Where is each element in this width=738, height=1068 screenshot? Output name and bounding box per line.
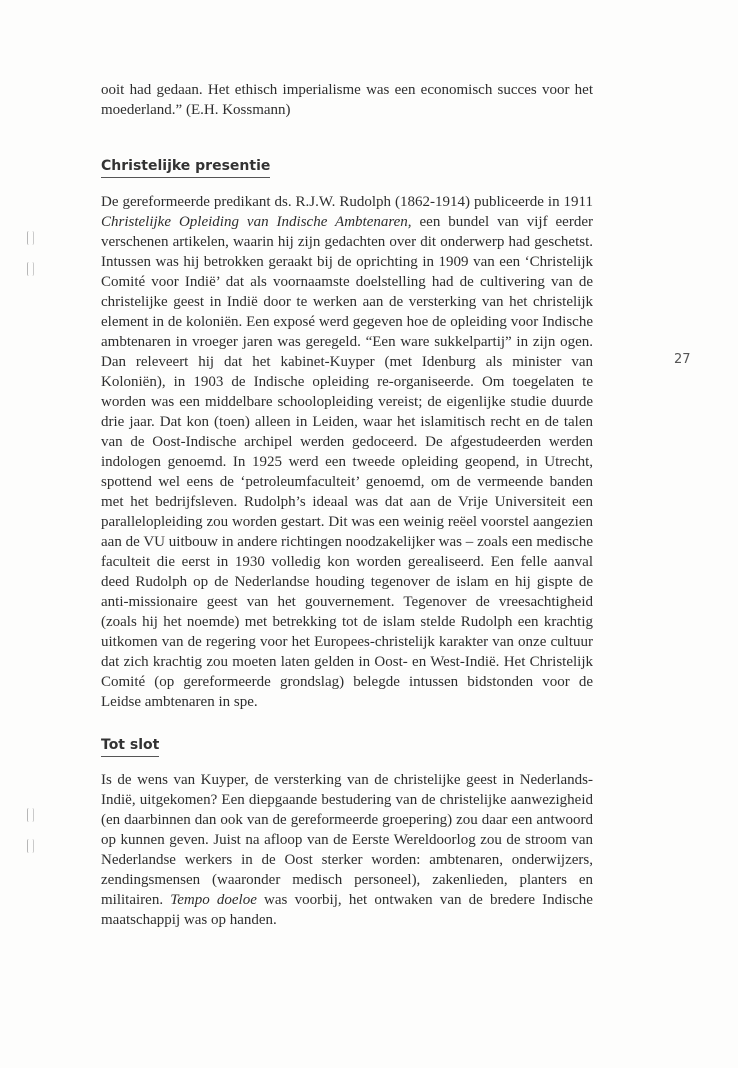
intro-paragraph [101,80,593,120]
text-run: een bundel van vijf eerder verschenen artikelen, waarin hij zijn gedachten over dit onderwerp had geschetst. Intussen was hij betrokken geraakt bij de oprichting in 1909 van een ‘Christelijk Comité voor Indië’ dat als voornaamste doelstelling had de cultivering van de christelijke geest in Indië door te werken aan de versterking van het christelijk element in de koloniën. Een exposé werd gegeven hoe de opleiding voor Indische ambtenaren in vroeger jaren was geregeld. “Een ware sukkelpartij” in zijn ogen. Dan releveert hij dat het kabinet-Kuyper (met Idenburg als minister van Koloniën), in 1903 de Indische opleiding re-organiseerde. Om toegelaten te worden was een middelbare schoolopleiding vereist; de eigenlijke studie duurde drie jaar. Dat kon (toen) alleen in Leiden, waar het islamitisch recht en de talen van de Oost-Indische archipel werden gedoceerd. De afgestudeerden werden indologen genoemd. In 1925 werd een tweede opleiding geopend, in Utrecht, spottend wel eens de ‘petroleumfaculteit’ genoemd, om de vermeende banden met het bedrijfsleven. Rudolph’s ideaal was dat aan de Vrije Universiteit een parallelopleiding zou worden gestart. Dit was een weinig reëel voorstel aangezien aan de VU uitbouw in andere richtingen noodzakelijker was – zoals een medische faculteit die eerst in 1930 volledig kon worden gerealiseerd. Een felle aanval deed Rudolph op de Nederlandse houding tegenover de islam en hij gispte de anti-missionaire geest van het gouvernement. Tegenover de vreesachtigheid (zoals hij het noemde) met betrekking tot de islam stelde Rudolph een krachtig uitkomen van de regering voor het Europees-christelijk karakter van onze cultuur dat zich krachtig zou moeten laten gelden in Oost- en West-Indië. Het Christelijk Comité (op gereformeerde grondslag) belegde intussen bidstonden voor de Leidse ambtenaren in spe. [101,214,593,710]
binding-hole-mark [27,839,34,853]
section-paragraph-christelijke-presentie [101,192,593,712]
text-run: was voorbij, het ontwaken van de bredere Indische maatschappij was op handen. [101,892,593,928]
tempo-doeloe-italic: Tempo doeloe [170,892,257,908]
text-run: De gereformeerde predikant ds. R.J.W. Rudolph (1862-1914) publiceerde in 1911 [101,194,593,210]
binding-hole-mark [27,808,34,822]
section-paragraph-tot-slot [101,770,593,930]
intro-text: ooit had gedaan. Het ethisch imperialisme was een economisch succes voor het moederland.” (E.H. Kossmann) [101,82,593,118]
page-number: 27 [674,352,691,367]
section-heading-christelijke-presentie: Christelijke presentie [101,157,270,178]
book-title-italic: Christelijke Opleiding van Indische Ambtenaren, [101,214,412,230]
text-run: Is de wens van Kuyper, de versterking van de christelijke geest in Nederlands-Indië, uitgekomen? Een diepgaande bestudering van de christelijke aanwezigheid (en daarbinnen dan ook van de gereformeerde groepering) zou daar een antwoord op kunnen geven. Juist na afloop van de Eerste Wereldoorlog zou de stroom van Nederlandse werkers in de Oost sterker worden: ambtenaren, onderwijzers, zendingsmensen (waaronder medisch personeel), zakenlieden, planters en militairen. [101,772,593,908]
binding-hole-mark [27,231,34,245]
section-heading-tot-slot: Tot slot [101,736,159,757]
binding-hole-mark [27,262,34,276]
